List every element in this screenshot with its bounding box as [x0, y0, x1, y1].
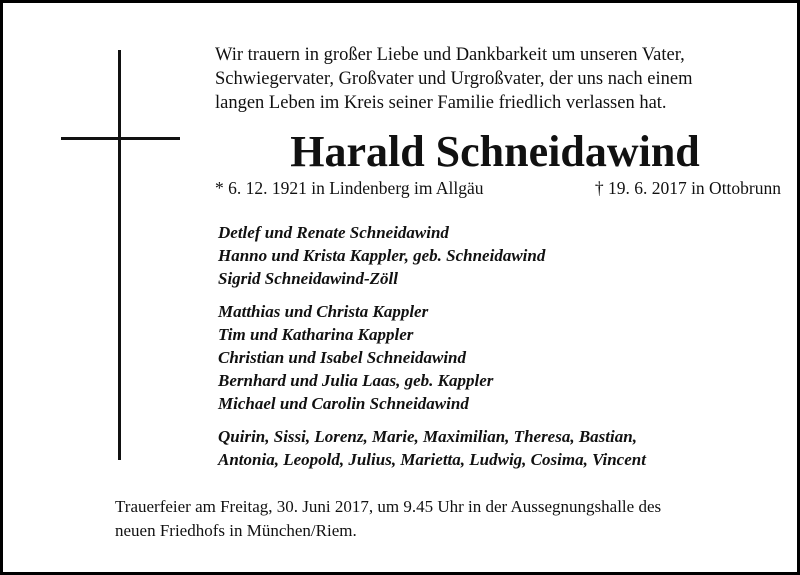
funeral-info: [115, 495, 775, 543]
intro-line: Schwiegervater, Großvater und Urgroßvater, der uns nach einem: [215, 69, 693, 89]
intro-line: langen Leben im Kreis seiner Familie friedlich verlassen hat.: [215, 93, 667, 113]
mourner-line: Hanno und Krista Kappler, geb. Schneidawind: [218, 246, 546, 265]
cross-horizontal-bar: [61, 137, 180, 140]
mourners-great-grandchildren: [218, 425, 646, 471]
mourner-line: Michael und Carolin Schneidawind: [218, 394, 469, 413]
funeral-line: Trauerfeier am Freitag, 30. Juni 2017, um 9.45 Uhr in der Aussegnungshalle des: [115, 497, 662, 516]
mourner-line: Matthias und Christa Kappler: [218, 302, 429, 321]
intro-text: [215, 43, 775, 115]
mourner-line: Antonia, Leopold, Julius, Marietta, Ludwig, Cosima, Vincent: [218, 450, 646, 469]
deceased-name: Harald Schneidawind: [290, 127, 700, 176]
intro-line: Wir trauern in großer Liebe und Dankbarkeit um unseren Vater,: [215, 45, 685, 65]
birth-date: * 6. 12. 1921 in Lindenberg im Allgäu: [215, 178, 484, 198]
mourner-line: Tim und Katharina Kappler: [218, 325, 414, 344]
cross-vertical-bar: [118, 50, 121, 460]
mourner-line: Sigrid Schneidawind-Zöll: [218, 269, 398, 288]
mourner-line: Christian und Isabel Schneidawind: [218, 348, 467, 367]
death-date: † 19. 6. 2017 in Ottobrunn: [594, 178, 781, 198]
mourner-line: Bernhard und Julia Laas, geb. Kappler: [218, 371, 494, 390]
mourners-grandchildren: [218, 300, 493, 415]
mourner-line: Detlef und Renate Schneidawind: [218, 223, 449, 242]
funeral-line: neuen Friedhofs in München/Riem.: [115, 521, 357, 540]
mourner-line: Quirin, Sissi, Lorenz, Marie, Maximilian, Theresa, Bastian,: [218, 427, 637, 446]
mourners-children: [218, 221, 545, 290]
